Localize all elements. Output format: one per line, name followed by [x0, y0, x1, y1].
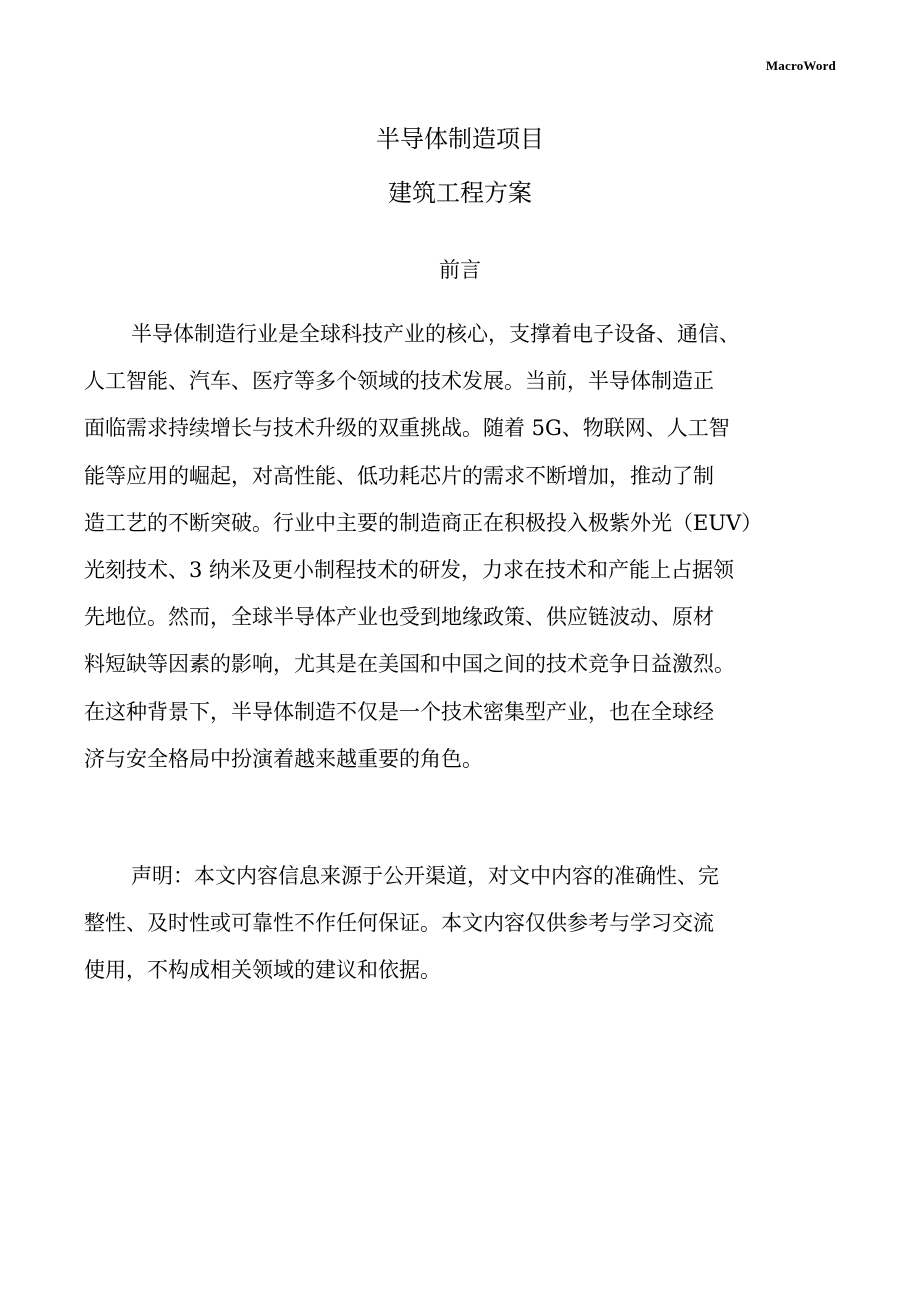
- paragraph-line: 人工智能、汽车、医疗等多个领域的技术发展。当前，半导体制造正: [84, 369, 714, 394]
- paragraph-line: 在这种背景下，半导体制造不仅是一个技术密集型产业，也在全球经: [84, 699, 714, 724]
- paragraph-line: 整性、及时性或可靠性不作任何保证。本文内容仅供参考与学习交流: [84, 911, 714, 936]
- disclaimer-paragraph: [84, 853, 854, 995]
- section-heading-preface: 前言: [439, 258, 481, 282]
- paragraph-line: 济与安全格局中扮演着越来越重要的角色。: [84, 746, 483, 771]
- document-title-line-2: 建筑工程方案: [388, 179, 532, 207]
- paragraph-line: 使用，不构成相关领域的建议和依据。: [84, 958, 441, 983]
- paragraph-line: 先地位。然而，全球半导体产业也受到地缘政策、供应链波动、原材: [84, 605, 714, 630]
- document-title-line-1: 半导体制造项目: [376, 125, 544, 153]
- paragraph-line: 半导体制造行业是全球科技产业的核心，支撑着电子设备、通信、: [131, 322, 740, 346]
- preface-paragraph: [84, 311, 854, 783]
- header-brand: MacroWord: [765, 58, 836, 73]
- paragraph-line: 能等应用的崛起，对高性能、低功耗芯片的需求不断增加，推动了制: [84, 463, 714, 488]
- paragraph-line: 面临需求持续增长与技术升级的双重挑战。随着 5G、物联网、人工智: [84, 416, 730, 441]
- paragraph-line: 光刻技术、3 纳米及更小制程技术的研发，力求在技术和产能上占据领: [84, 558, 735, 583]
- paragraph-line: 声明：本文内容信息来源于公开渠道，对文中内容的准确性、完: [131, 864, 719, 888]
- paragraph-line: 造工艺的不断突破。行业中主要的制造商正在积极投入极紫外光（EUV）: [84, 510, 763, 535]
- paragraph-line: 料短缺等因素的影响，尤其是在美国和中国之间的技术竞争日益激烈。: [84, 652, 735, 677]
